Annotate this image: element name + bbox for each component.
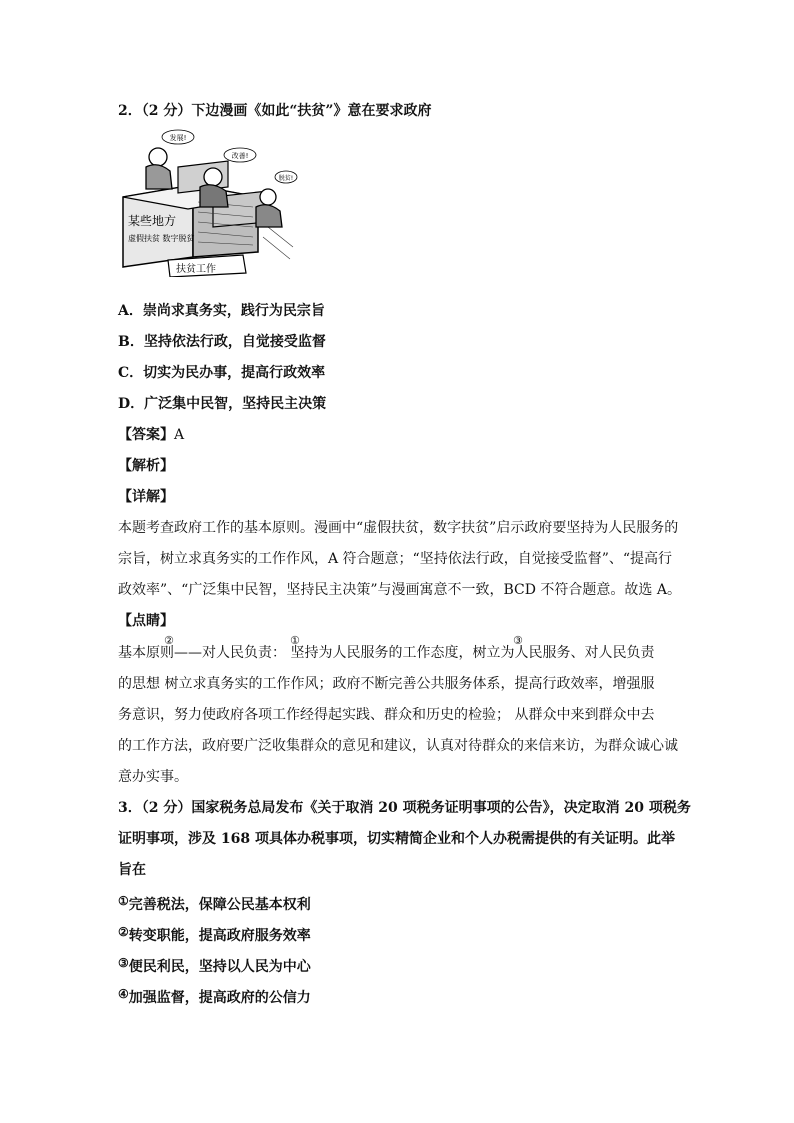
box-label-main: 某些地方 [128,214,177,228]
q3-stem-line-3: 旨在 [118,862,146,878]
q2-stem: 2．（2 分）下边漫画《如此“扶贫”》意在要求政府 [118,103,432,119]
q3-option-2-text: 转变职能，提高政府服务效率 [128,928,311,944]
q3-option-4-text: 加强监督，提高政府的公信力 [128,990,311,1006]
q2-option-a: A．崇尚求真务实，践行为民宗旨 [118,303,325,319]
base-label: 扶贫工作 [176,264,216,275]
q3-option-2 [118,922,311,946]
q2-option-c: C．切实为民办事，提高行政效率 [118,365,326,381]
answer-row [118,425,184,445]
tip-marker-1: ① [290,634,300,647]
tip-label: 【点睛】 [118,613,174,629]
answer-label: 【答案】 [118,427,174,443]
detail-line-3: 政效率”、“广泛集中民智，坚持民主决策”与漫画寓意不一致，BCD 不符合题意。故选 A。 [118,582,681,598]
tip-line-4: 的工作方法，政府要广泛收集群众的意见和建议，认真对待群众的来信来访，为群众诚心诚 [118,738,678,754]
detail-line-1: 本题考查政府工作的基本原则。漫画中“虚假扶贫，数字扶贫”启示政府要坚持为人民服务的 [118,520,679,536]
analysis-label: 【解析】 [118,458,174,474]
q3-option-2-marker: ② [118,925,129,939]
q3-option-1-text: 完善税法，保障公民基本权利 [128,897,311,913]
bubble-1-text: 发展! [169,134,187,142]
bubble-2-text: 改善! [231,152,249,160]
tip-line-2: 的思想 树立求真务实的工作作风；政府不断完善公共服务体系，提高行政效率，增强服 [118,676,655,692]
q3-option-1-marker: ① [118,894,129,908]
q3-option-1 [118,891,311,915]
q2-option-b: B．坚持依法行政，自觉接受监督 [118,334,326,350]
tip-marker-3: ③ [513,634,523,647]
detail-label: 【详解】 [118,489,174,505]
tip-line-5: 意办实事。 [118,769,188,785]
q3-stem-line-1: 3．（2 分）国家税务总局发布《关于取消 20 项税务证明事项的公告》，决定取消 20 项税务 [118,800,691,816]
tip-line-3: 务意识，努力使政府各项工作经得起实践、群众和历史的检验； 从群众中来到群众中去 [118,707,655,723]
tip-line-1: 基本原则——对人民负责： 坚持为人民服务的工作态度，树立为人民服务、对人民负责 [118,645,655,661]
detail-line-2: 宗旨，树立求真务实的工作作风，A 符合题意；“坚持依法行政，自觉接受监督”、“提高行 [118,551,673,567]
q3-option-3-marker: ③ [118,956,129,970]
q3-option-3 [118,953,311,977]
answer-value: A [174,427,185,443]
q3-option-4-marker: ④ [118,987,129,1001]
q3-option-4 [118,984,311,1008]
box-label-sub: 虚假扶贫 数字脱贫 [128,234,195,243]
q3-option-3-text: 便民利民，坚持以人民为中心 [128,959,311,975]
poverty-cartoon-image [118,127,298,277]
bubble-3-text: 脱贫! [278,175,294,182]
q2-option-d: D．广泛集中民智，坚持民主决策 [118,396,327,412]
tip-marker-2: ② [164,634,174,647]
q3-stem-line-2: 证明事项，涉及 168 项具体办税事项，切实精简企业和个人办税需提供的有关证明。此举 [118,831,675,847]
